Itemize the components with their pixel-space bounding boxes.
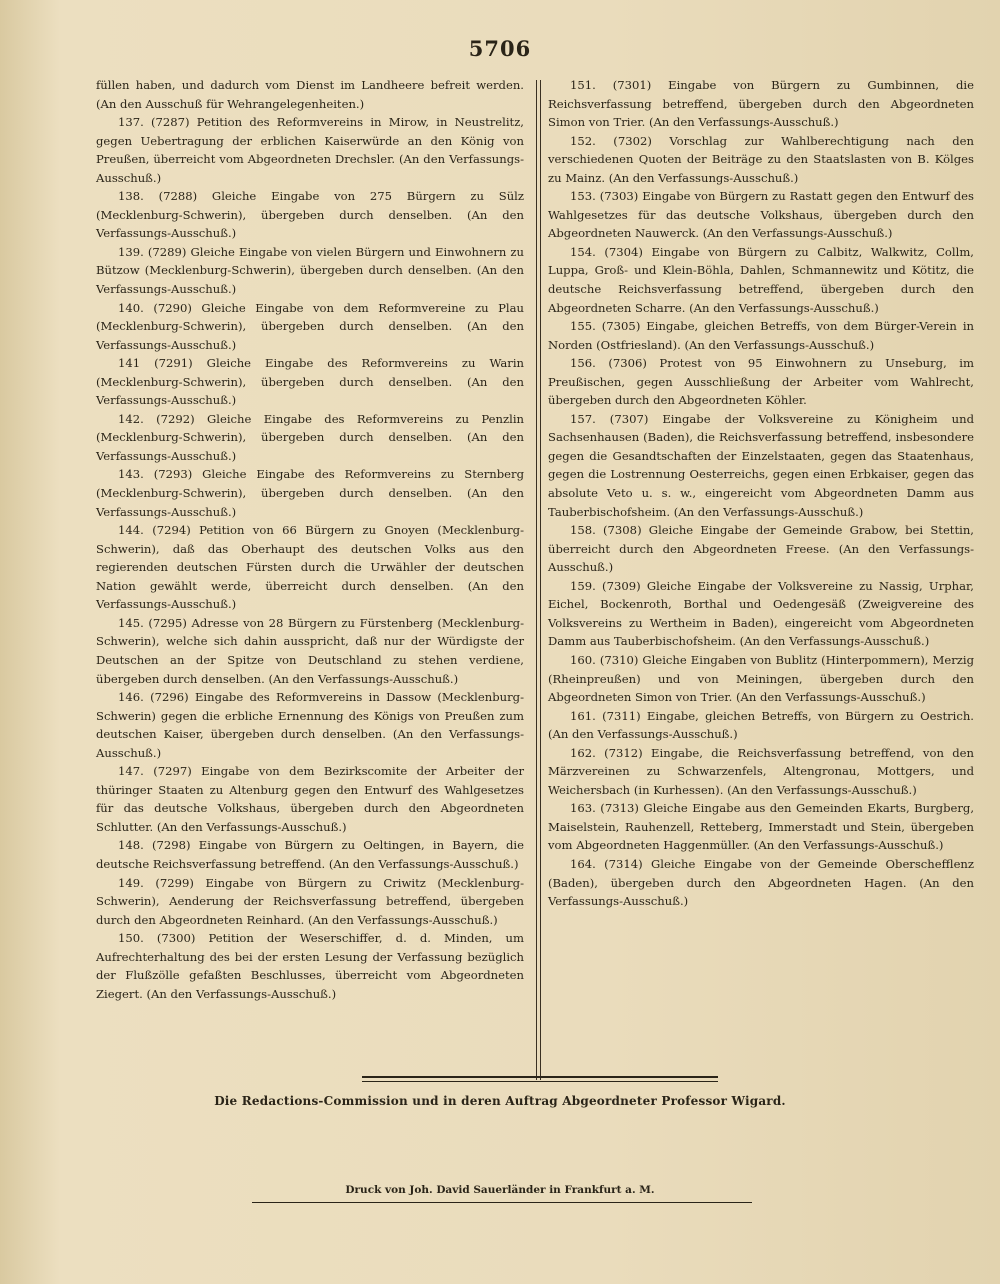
petition-entry: 139. (7289) Gleiche Eingabe von vielen Bürgern und Einwohnern zu Bützow (Mecklenburg-Schwerin), übergeben durch denselben. (An den Verfassungs-Ausschuß.) bbox=[96, 244, 524, 297]
section-divider bbox=[362, 1076, 718, 1082]
petition-entry: 160. (7310) Gleiche Eingaben von Bublitz (Hinterpommern), Merzig (Rheinpreußen) und von Meiningen, übergeben durch den Abgeordneten Simon von Trier. (An den Verfassungs-Ausschuß.) bbox=[548, 652, 974, 705]
petition-entry: 152. (7302) Vorschlag zur Wahlberechtigung nach den verschiedenen Quoten der Beiträge zu den Staatslasten von B. Kölges zu Mainz. (An den Verfassungs-Ausschuß.) bbox=[548, 133, 974, 185]
right-column bbox=[548, 76, 974, 911]
petition-entry: 161. (7311) Eingabe, gleichen Betreffs, von Bürgern zu Oestrich. (An den Verfassungs-Ausschuß.) bbox=[548, 708, 974, 742]
petition-entry: 149. (7299) Eingabe von Bürgern zu Criwitz (Mecklenburg-Schwerin), Aenderung der Reichsverfassung betreffend, übergeben durch den Abgeordneten Reinhard. (An den Verfassungs-Ausschuß.) bbox=[96, 875, 524, 927]
petition-entry: 164. (7314) Gleiche Eingabe von der Gemeinde Oberschefflenz (Baden), übergeben durch den Abgeordneten Hagen. (An den Verfassungs-Ausschuß.) bbox=[548, 856, 974, 909]
petition-entry: 147. (7297) Eingabe von dem Bezirkscomite der Arbeiter der thüringer Staaten zu Altenburg gegen den Entwurf des Wahlgesetzes für das deutsche Volkshaus, übergeben durch den Abgeordneten Schlutter. (An den Verfassungs-Ausschuß.) bbox=[96, 764, 524, 834]
petition-entry: 159. (7309) Gleiche Eingabe der Volksvereine zu Nassig, Urphar, Eichel, Bockenroth, Borthal und Oedengesäß (Zweigvereine des Volksvereins zu Wertheim in Baden), eingereicht vom Abgeordneten Damm aus Tauberbischofsheim. (An den Verfassungs-Ausschuß.) bbox=[548, 578, 974, 649]
petition-entry: 137. (7287) Petition des Reformvereins in Mirow, in Neustrelitz, gegen Uebertragung der erblichen Kaiserwürde an den König von Preußen, überreicht vom Abgeordneten Drechsler. (An den Verfassungs-Ausschuß.) bbox=[96, 115, 524, 185]
petition-entry: 153. (7303) Eingabe von Bürgern zu Rastatt gegen den Entwurf des Wahlgesetzes für das deutsche Volkshaus, übergeben durch den Abgeordneten Nauwerck. (An den Verfassungs-Ausschuß.) bbox=[548, 189, 974, 241]
petition-entry: 141 (7291) Gleiche Eingabe des Reformvereins zu Warin (Mecklenburg-Schwerin), übergeben durch denselben. (An den Verfassungs-Ausschuß.) bbox=[96, 356, 524, 408]
commission-signature: Die Redactions-Commission und in deren Auftrag Abgeordneter Professor Wigard. bbox=[214, 1094, 786, 1108]
petition-entry: 143. (7293) Gleiche Eingabe des Reformvereins zu Sternberg (Mecklenburg-Schwerin), übergeben durch denselben. (An den Verfassungs-Ausschuß.) bbox=[96, 467, 524, 519]
petition-entry: 145. (7295) Adresse von 28 Bürgern zu Fürstenberg (Mecklenburg-Schwerin), welche sich dahin ausspricht, daß nur der Würdigste der Deutschen an der Spitze von Deutschland zu stehen verdiene, übergeben durch denselben. (An den Verfassungs-Ausschuß.) bbox=[96, 615, 524, 686]
petition-entry: 146. (7296) Eingabe des Reformvereins in Dassow (Mecklenburg-Schwerin) gegen die erbliche Ernennung des Königs von Preußen zum deutschen Kaiser, übergeben durch denselben. (An den Verfassungs-Ausschuß.) bbox=[96, 690, 524, 760]
petition-entry: 154. (7304) Eingabe von Bürgern zu Calbitz, Walkwitz, Collm, Luppa, Groß- und Klein-Böhla, Dahlen, Schmannewitz und Kötitz, die deutsche Reichsverfassung betreffend, übergeben durch den Abgeordneten Scharre. (An den Verfassungs-Ausschuß.) bbox=[548, 244, 974, 315]
petition-entry: 150. (7300) Petition der Weserschiffer, d. d. Minden, um Aufrechterhaltung des bei der ersten Lesung der Verfassung bezüglich der Flußzölle gefaßten Beschlusses, überreicht vom Abgeordneten Ziegert. (An den Verfassungs-Ausschuß.) bbox=[96, 931, 524, 1001]
petition-entry: 162. (7312) Eingabe, die Reichsverfassung betreffend, von den Märzvereinen zu Schwarzenfels, Altengronau, Mottgers, und Weichersbach (in Kurhessen). (An den Verfassungs-Ausschuß.) bbox=[548, 745, 974, 797]
petition-entry: füllen haben, und dadurch vom Dienst im Landheere befreit werden. (An den Ausschuß für Wehrangelegenheiten.) bbox=[96, 78, 524, 111]
petition-entry: 138. (7288) Gleiche Eingabe von 275 Bürgern zu Sülz (Mecklenburg-Schwerin), übergeben durch denselben. (An den Verfassungs-Ausschuß.) bbox=[96, 189, 524, 241]
printer-imprint: Druck von Joh. David Sauerländer in Frankfurt a. M. bbox=[345, 1184, 655, 1196]
petition-entry: 142. (7292) Gleiche Eingabe des Reformvereins zu Penzlin (Mecklenburg-Schwerin), übergeben durch denselben. (An den Verfassungs-Ausschuß.) bbox=[96, 411, 524, 463]
petition-entry: 156. (7306) Protest von 95 Einwohnern zu Unseburg, im Preußischen, gegen Ausschließung der Arbeiter vom Wahlrecht, übergeben durch den Abgeordneten Köhler. bbox=[548, 356, 974, 408]
petition-entry: 163. (7313) Gleiche Eingabe aus den Gemeinden Ekarts, Burgberg, Maiselstein, Rauhenzell, Retteberg, Immerstadt und Stein, übergeben vom Abgeordneten Haggenmüller. (An den Verfassungs-Ausschuß.) bbox=[548, 801, 974, 853]
petition-entry: 158. (7308) Gleiche Eingabe der Gemeinde Grabow, bei Stettin, überreicht durch den Abgeordneten Freese. (An den Verfassungs-Ausschuß.) bbox=[548, 523, 974, 575]
petition-entry: 157. (7307) Eingabe der Volksvereine zu Königheim und Sachsenhausen (Baden), die Reichsverfassung betreffend, insbesondere gegen die Gesandtschaften der Einzelstaaten, gegen das Staatenhaus, gegen die Lostrennung Oesterreichs, gegen einen Erbkaiser, gegen das absolute Veto u. s. w., eingereicht vom Abgeordneten Damm aus Tauberbischofsheim. (An den Verfassungs-Ausschuß.) bbox=[548, 411, 974, 519]
petition-entry: 151. (7301) Eingabe von Bürgern zu Gumbinnen, die Reichsverfassung betreffend, übergeben durch den Abgeordneten Simon von Trier. (An den Verfassungs-Ausschuß.) bbox=[548, 78, 974, 130]
petition-entry: 144. (7294) Petition von 66 Bürgern zu Gnoyen (Mecklenburg-Schwerin), daß das Oberhaupt des deutschen Volks aus den regierenden deutschen Fürsten durch die Urwähler der deutschen Nation gewählt werde, überreicht durch denselben. (An den Verfassungs-Ausschuß.) bbox=[96, 523, 524, 612]
left-column bbox=[96, 76, 524, 1003]
footer-divider bbox=[252, 1202, 752, 1203]
petition-entry: 148. (7298) Eingabe von Bürgern zu Oeltingen, in Bayern, die deutsche Reichsverfassung betreffend. (An den Verfassungs-Ausschuß.) bbox=[96, 838, 524, 871]
column-divider bbox=[536, 80, 541, 1080]
petition-entry: 155. (7305) Eingabe, gleichen Betreffs, von dem Bürger-Verein in Norden (Ostfriesland). (An den Verfassungs-Ausschuß.) bbox=[548, 319, 974, 352]
page-number: 5706 bbox=[468, 36, 532, 61]
petition-entry: 140. (7290) Gleiche Eingabe von dem Reformvereine zu Plau (Mecklenburg-Schwerin), übergeben durch denselben. (An den Verfassungs-Ausschuß.) bbox=[96, 300, 524, 352]
